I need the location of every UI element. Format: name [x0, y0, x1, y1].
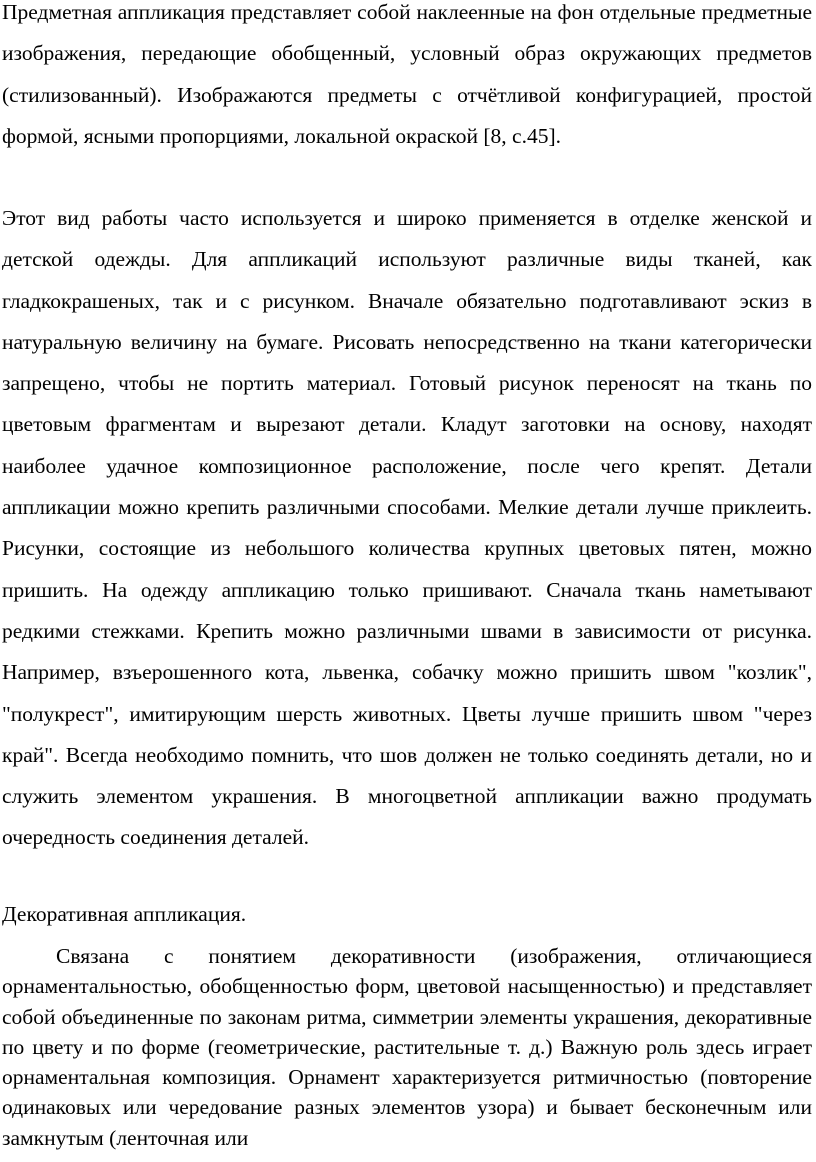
paragraph-subject-applique: Предметная аппликация представляет собой наклеенные на фон отдельные предметные изображения, передающие обобщенный, условный образ окружающих предметов (стилизованный). Изображаются предметы с отчётливой конфигурацией, простой формой, ясными пропорциями, локальной окраской [8, с.45]. [2, 0, 812, 148]
section-heading-decorative-applique: Декоративная аппликация. [2, 902, 247, 926]
paragraph-decorative-applique: Связана с понятием декоративности (изображения, отличающиеся орнаментальностью, обобщенностью форм, цветовой насыщенностью) и представляет собой объединенные по законам ритма, симметрии элементы украшения, декоративные по цвету и по форме (геометрические, растительные т. д.) Важную роль здесь играет орнаментальная композиция. Орнамент характеризуется ритмичностью (повторение одинаковых или чередование разных элементов узора) и бывает бесконечным или замкнутым (ленточная или [2, 944, 812, 1150]
paragraph-applique-technique: Этот вид работы часто используется и широко применяется в отделке женской и детской одежды. Для аппликаций используют различные виды тканей, как гладкокрашеных, так и с рисунком. Вначале обязательно подготавливают эскиз в натуральную величину на бумаге. Рисовать непосредственно на ткани категорически запрещено, чтобы не портить материал. Готовый рисунок переносят на ткань по цветовым фрагментам и вырезают детали. Кладут заготовки на основу, находят наиболее удачное композиционное расположение, после чего крепят. Детали аппликации можно крепить различными способами. Мелкие детали лучше приклеить. Рисунки, состоящие из небольшого количества крупных цветовых пятен, можно пришить. На одежду аппликацию только пришивают. Сначала ткань наметывают редкими стежками. Крепить можно различными швами в зависимости от рисунка. Например, взъерошенного кота, львенка, собачку можно пришить швом "козлик", "полукрест", имитирующим шерсть животных. Цветы лучше пришить швом "через край". Всегда необходимо помнить, что шов должен не только соединять детали, но и служить элементом украшения. В многоцветной аппликации важно продумать очередность соединения деталей. [2, 206, 812, 850]
